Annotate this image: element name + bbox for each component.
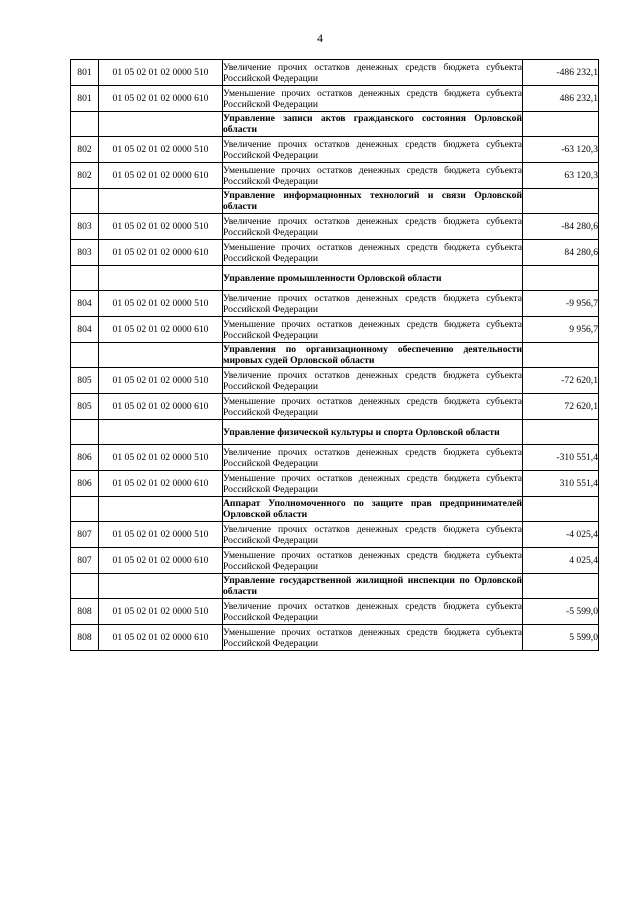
section-title: Управления по организационному обеспечению деятельности мировых судей Орловской области [223,344,522,366]
amount-cell: -310 551,4 [523,445,599,471]
kbk-code-cell: 01 05 02 01 02 0000 510 [99,599,223,625]
empty-kbk-cell [99,266,223,291]
description-cell: Уменьшение прочих остатков денежных средств бюджета субъекта Российской Федерации [223,549,522,572]
empty-kbk-cell [99,189,223,214]
empty-sum-cell [523,343,599,368]
description-cell: Увеличение прочих остатков денежных средств бюджета субъекта Российской Федерации [223,292,522,315]
empty-sum-cell [523,420,599,445]
section-title: Управление физической культуры и спорта Орловской области [223,420,523,445]
kbk-code-cell: 01 05 02 01 02 0000 510 [99,291,223,317]
empty-code-cell [71,112,99,137]
empty-kbk-cell [99,112,223,137]
admin-code-cell: 807 [71,522,99,548]
amount-cell: -84 280,6 [523,214,599,240]
kbk-code-cell: 01 05 02 01 02 0000 510 [99,445,223,471]
amount-cell: 72 620,1 [523,394,599,420]
amount-cell: 486 232,1 [523,86,599,112]
admin-code-cell: 806 [71,445,99,471]
amount-cell: 5 599,0 [523,625,599,651]
empty-sum-cell [523,112,599,137]
table-row [71,137,599,163]
empty-code-cell [71,343,99,368]
description-cell: Увеличение прочих остатков денежных средств бюджета субъекта Российской Федерации [223,600,522,623]
kbk-code-cell: 01 05 02 01 02 0000 610 [99,471,223,497]
kbk-code-cell: 01 05 02 01 02 0000 610 [99,317,223,343]
description-cell: Увеличение прочих остатков денежных средств бюджета субъекта Российской Федерации [223,215,522,238]
description-cell: Уменьшение прочих остатков денежных средств бюджета субъекта Российской Федерации [223,87,522,110]
amount-cell: 310 551,4 [523,471,599,497]
budget-sources-table [70,59,599,651]
empty-code-cell [71,420,99,445]
kbk-code-cell: 01 05 02 01 02 0000 610 [99,163,223,189]
section-title: Управление промышленности Орловской области [223,266,523,291]
table-row [71,214,599,240]
empty-kbk-cell [99,497,223,522]
kbk-code-cell: 01 05 02 01 02 0000 510 [99,137,223,163]
amount-cell: 4 025,4 [523,548,599,574]
section-title: Аппарат Уполномоченного по защите прав предпринимателей Орловской области [223,498,522,520]
empty-sum-cell [523,497,599,522]
kbk-code-cell: 01 05 02 01 02 0000 610 [99,86,223,112]
kbk-code-cell: 01 05 02 01 02 0000 510 [99,214,223,240]
description-cell: Уменьшение прочих остатков денежных средств бюджета субъекта Российской Федерации [223,318,522,341]
amount-cell: -72 620,1 [523,368,599,394]
empty-sum-cell [523,189,599,214]
description-cell: Увеличение прочих остатков денежных средств бюджета субъекта Российской Федерации [223,138,522,161]
description-cell: Увеличение прочих остатков денежных средств бюджета субъекта Российской Федерации [223,446,522,469]
section-header-row [71,112,599,137]
empty-sum-cell [523,266,599,291]
admin-code-cell: 804 [71,291,99,317]
kbk-code-cell: 01 05 02 01 02 0000 610 [99,625,223,651]
table-row [71,291,599,317]
admin-code-cell: 805 [71,394,99,420]
amount-cell: -4 025,4 [523,522,599,548]
description-cell: Уменьшение прочих остатков денежных средств бюджета субъекта Российской Федерации [223,241,522,264]
table-row [71,548,599,574]
admin-code-cell: 804 [71,317,99,343]
section-header-row [71,266,599,291]
description-cell: Уменьшение прочих остатков денежных средств бюджета субъекта Российской Федерации [223,164,522,187]
kbk-code-cell: 01 05 02 01 02 0000 510 [99,368,223,394]
kbk-code-cell: 01 05 02 01 02 0000 610 [99,240,223,266]
admin-code-cell: 806 [71,471,99,497]
empty-code-cell [71,497,99,522]
admin-code-cell: 808 [71,599,99,625]
table-body [71,60,599,651]
empty-code-cell [71,574,99,599]
admin-code-cell: 803 [71,214,99,240]
section-header-row [71,574,599,599]
empty-sum-cell [523,574,599,599]
admin-code-cell: 805 [71,368,99,394]
section-title: Управление записи актов гражданского состояния Орловской области [223,113,522,135]
kbk-code-cell: 01 05 02 01 02 0000 610 [99,394,223,420]
section-title: Управление информационных технологий и связи Орловской области [223,190,522,212]
description-cell: Уменьшение прочих остатков денежных средств бюджета субъекта Российской Федерации [223,472,522,495]
admin-code-cell: 802 [71,163,99,189]
section-header-row [71,420,599,445]
admin-code-cell: 802 [71,137,99,163]
table-row [71,625,599,651]
amount-cell: 9 956,7 [523,317,599,343]
section-header-row [71,497,599,522]
admin-code-cell: 803 [71,240,99,266]
table-row [71,368,599,394]
table-row [71,394,599,420]
section-header-row [71,189,599,214]
amount-cell: -9 956,7 [523,291,599,317]
page-number: 4 [317,31,323,45]
empty-code-cell [71,266,99,291]
admin-code-cell: 801 [71,86,99,112]
table-row [71,60,599,86]
empty-kbk-cell [99,343,223,368]
table-row [71,317,599,343]
admin-code-cell: 801 [71,60,99,86]
admin-code-cell: 808 [71,625,99,651]
description-cell: Уменьшение прочих остатков денежных средств бюджета субъекта Российской Федерации [223,395,522,418]
kbk-code-cell: 01 05 02 01 02 0000 510 [99,522,223,548]
description-cell: Уменьшение прочих остатков денежных средств бюджета субъекта Российской Федерации [223,626,522,649]
amount-cell: -5 599,0 [523,599,599,625]
table-row [71,445,599,471]
kbk-code-cell: 01 05 02 01 02 0000 610 [99,548,223,574]
empty-code-cell [71,189,99,214]
description-cell: Увеличение прочих остатков денежных средств бюджета субъекта Российской Федерации [223,523,522,546]
admin-code-cell: 807 [71,548,99,574]
amount-cell: 84 280,6 [523,240,599,266]
amount-cell: -63 120,3 [523,137,599,163]
description-cell: Увеличение прочих остатков денежных средств бюджета субъекта Российской Федерации [223,369,522,392]
table-row [71,471,599,497]
table-row [71,240,599,266]
section-header-row [71,343,599,368]
amount-cell: -486 232,1 [523,60,599,86]
table-row [71,86,599,112]
kbk-code-cell: 01 05 02 01 02 0000 510 [99,60,223,86]
empty-kbk-cell [99,420,223,445]
table-row [71,163,599,189]
description-cell: Увеличение прочих остатков денежных средств бюджета субъекта Российской Федерации [223,61,522,84]
amount-cell: 63 120,3 [523,163,599,189]
section-title: Управление государственной жилищной инспекции по Орловской области [223,575,522,597]
empty-kbk-cell [99,574,223,599]
table-row [71,599,599,625]
table-row [71,522,599,548]
